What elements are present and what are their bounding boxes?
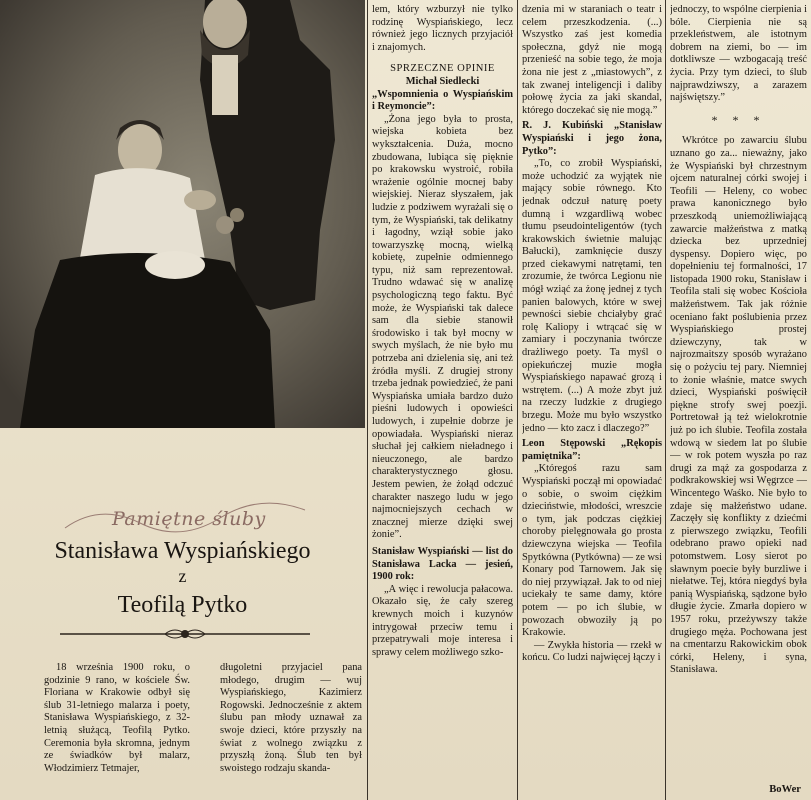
quote-body: „A więc i rewolucja pałacowa. Okazało się, że cały szereg krewnych moich i kuzynów intrygował przeciw temu i przepatrywali moje interesa i sprawy celem możliwego szko- [372,583,513,658]
closing-paragraph: Wkrótce po zawarciu ślubu uznano go za... nieważny, jako że Wyspiański był chrzestnym ojcem naturalnej córki swojej i Teofili — Heleny, co wobec prawa kanonicznego było przeszkodą uniemożliwiającą zawarcie małżeństwa z matką dziecka bez uprzedniej dyspensy. Dopiero więc, po dopełnieniu tej formalności, 17 listopada 1900 roku, Stanisław i Teofila stali się wobec Kościoła małżeństwem. Tak jak różnie oceniano fakt poślubienia przez Wyspiańskiego prostej dziewczyny, tak w najrozmaitszy sposób wyrażano się o pożyciu tej pary. Niemniej to żonie właśnie, matce swych dzieci, Wyspiański poświęcił piękne strofy swej poezji. Portretował ją też wielokrotnie już po ich ślubie. Teofila została wdową w siedem lat po ślubie — w rok potem wyszła po raz drugi za mąż za gospodarza z podkrakowskiej wsi Węgrzce — Wincentego Waśko. Nie było to zdaje się małżeństwo udane. Zaczęły się konflikty z dziećmi z pierwszego związku, Teofili odebrano prawo opieki nad potomstwem. Losy sierot po sławnym poecie były burzliwe i niełatwe. Tej, która niegdyś była panią Wyspiańską, sądzone było długie życie. Zmarła dopiero w 1957 roku, przeżywszy także drugiego męża. Pochowana jest na cmentarzu Rakowickim obok córki, Heleny, i syna, Stanisława. [670,135,807,676]
intro-paragraph-2: długoletni przyjaciel pana młodego, drugim — wuj Wyspiańskiego, Kazimierz Rogowski. Jednocześnie z aktem ślubu pan młody uznawał za swoje dzieci, które przyszły na świat z wolnego związku z przyszłą żoną. Ślub ten był swoistego rodzaju skanda- [220,662,362,774]
column-rule [665,0,666,800]
quote-author: Michał Siedlecki [405,75,480,87]
article-column-5 [670,4,807,784]
title-line-1: Stanisława Wyspiańskiego [54,538,311,564]
quote-body: dzenia mi w staraniach o teatr i celem przeszkodzenia. (...) Wszystko zaś jest komedia społeczna, gdyż nie mogą przenieść na sobie tego, że moja żona nie jest z „miastowych”, z tak zwanej inteligencji i daliby połowę życia za jaki skandal, którego doczekać się nie mogą.” [522,4,662,116]
quote-body: „Któregoś razu sam Wyspiański począł mi opowiadać o sobie, o swoim ciężkim dzieciństwie, młodości, wreszcie o tym, jak podczas ciężkiej choroby pielęgnowała go prosta dziewczyna wiejska — Teofila Spytkówna (Pytkówna) — ze wsi Konary pod Tarnowem. Jak się do niej przywiązał. Jak to od niej uciekały te same damy, które potem — po ich ślubie, w powozach obwoziły ją po Krakowie. [522,463,662,639]
intro-column-2 [220,662,362,800]
quote-body: — Zwykła historia — rzekł w końcu. Co ludzi najwięcej łączy i [522,639,662,664]
quote-body: „Żona jego była to prosta, wiejska kobieta bez wykształcenia. Duża, mocno zbudowana, lubiąca się pięknie po krakowsku wystroić, robiła wrażenie ogólnie mocnej baby wiejskiej. Nieraz słyszałem, jak ludzie z podziwem wyrażali się o tym, że Wyspiański, tak delikatny i łagodny, wziął sobie jako towarzyszkę mocną, wielką kobietę, zupełnie odmiennego typu, niż sam reprezentował. Trudno wdawać się w analizę psychologiczną tego faktu. Być może, że Wyspiański tak dalece sam dla siebie stanowił środowisko i tak był mocny w swych myślach, że nie było mu potrzeba ani dzielenia się, ani też źródła myśli. Z drugiej strony trzeba jednak powiedzieć, że pani Wyspiańska umiała bardzo dużo pieśni ludowych i opowieści ludowych, i zupełnie dobrze je opowiadała. Wyspiański nieraz słuchał jej całkiem nieładnego i nieuczonego, ale bardzo charakterystycznego głosu. Jestem pewien, że żołąd odczuć charakter naszego ludu w jego najmocniejszych cechach w znacznej mierze dzięki swej żonie”. [372,113,513,541]
wedding-couple-photograph [0,0,365,428]
article-column-3 [372,4,513,800]
quote-source: R. J. Kubiński „Stanisław Wyspiański i jego żona, Pytko”: [522,120,662,157]
column-rule [367,0,368,800]
section-separator-stars: * * * [711,112,766,127]
quote-source: Leon Stępowski „Rękopis pamiętnika”: [522,438,662,462]
col3-intro-text: lem, który wzburzył nie tylko rodzinę Wyspiańskiego, lecz również jego licznych przyjaciół i znajomych. [372,4,513,53]
section-heading: SPRZECZNE OPINIE [390,63,495,75]
quote-body: „To, co zrobił Wyspiański, może uchodzić za wyjątek nie mający sobie równego. Kto jednak odczuł naturę poety dumną i wzgardliwą wobec tłumu pseudointeligentów (tych krakowskich świetnie malując Bałucki), zamknięcie duszy przed ciekawymi natrętami, ten zrozumie, że twórca Legionu nie mógł wziąć za żonę jednej z tych panien balowych, które w swej pewności siebie chciałyby grać rolę Kaliopy i wtrącać się w zamiary i poczynania twórcze drażliwego poety. Ta myśl o opiekuńczej muzie mogła Wyspiańskiego napawać grozą i wstrętem. (...) A może zbyt już na rzeczy ludzkie z drugiego brzegu. Może mu było wszystko jedno — kto zacz i dlaczego?” [522,158,662,434]
author-signature: BoWer [769,784,801,795]
quote-body: jednoczy, to wspólne cierpienia i bóle. Cierpienia nie są przekleństwem, ale istotnym dobrem na ziemi, bo — im dotkliwsze — wzbogacają treść życia. Przy tym dzieci, to ślub najprawdziwszy, a zarazem najświętszy.” [670,4,807,104]
intro-paragraph-1: 18 września 1900 roku, o godzinie 9 rano, w kościele Św. Floriana w Krakowie odbył się ślub 31-letniego malarza i poety, Stanisława Wyspiańskiego, z 32-letnią służącą, Teofilą Pytko. Ceremonia była skromna, jednym ze świadków był malarz, Włodzimierz Tetmajer, [44,662,190,774]
script-flourish [60,498,310,538]
column-rule [517,0,518,800]
decorative-script-title: Pamiętne śluby [112,508,266,530]
photo-illustration [0,0,365,428]
title-line-3: Teofilą Pytko [117,592,248,618]
title-line-2: z [178,566,187,586]
ornament-divider [60,626,310,642]
intro-column-1 [44,662,190,800]
quote-source: „Wspomnienia o Wyspiańskim i Reymoncie”: [372,88,513,113]
article-column-4 [522,4,662,800]
quote-source: Stanisław Wyspiański — list do Stanisława Lacka — jesień, 1900 rok: [372,545,513,583]
